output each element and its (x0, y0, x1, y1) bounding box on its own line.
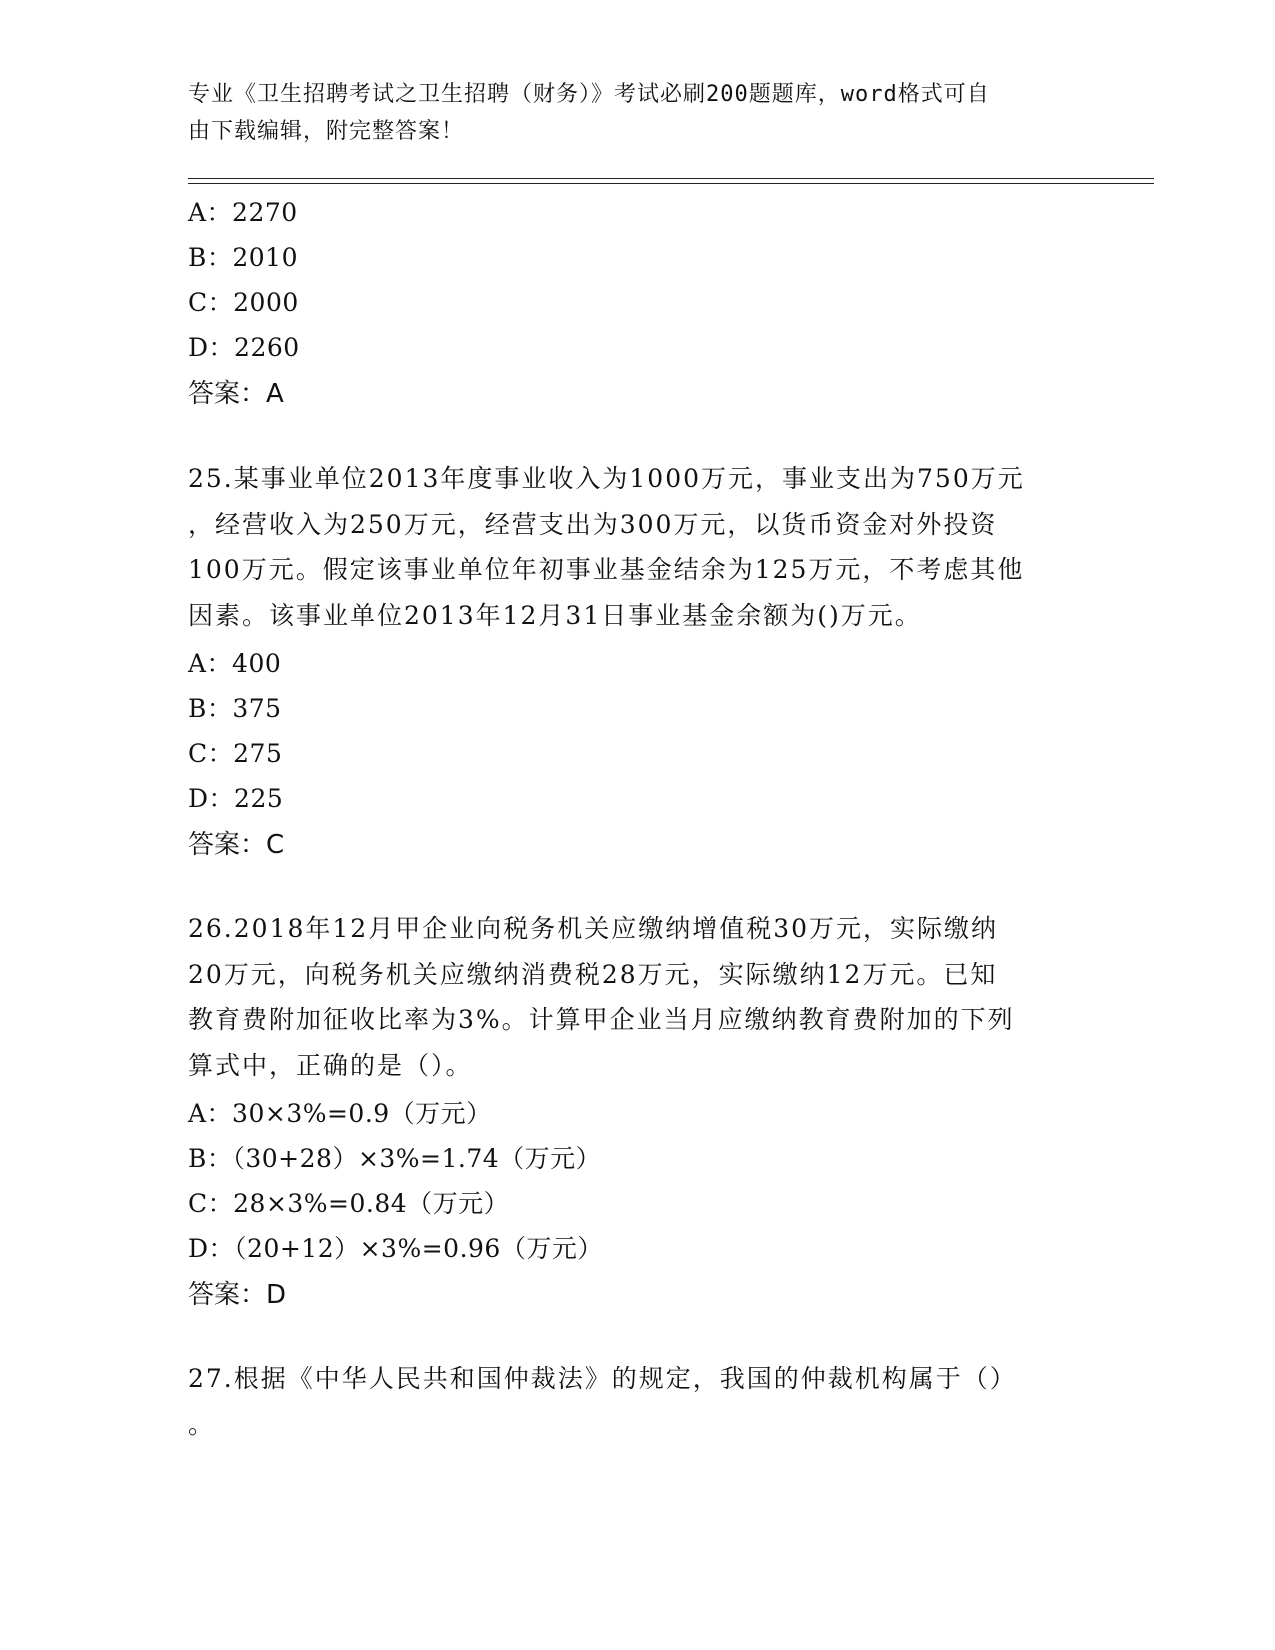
question-25-option-d: D：225 (188, 784, 284, 813)
header-line-1: 专业《卫生招聘考试之卫生招聘（财务）》考试必刷200题题库，word格式可自 (188, 82, 990, 107)
question-25-line-3: 100万元。假定该事业单位年初事业基金结余为125万元，不考虑其他 (188, 555, 1025, 584)
question-25-option-b: B：375 (188, 694, 282, 723)
question-26-line-2: 20万元，向税务机关应缴纳消费税28万元，实际缴纳12万元。已知 (188, 959, 998, 989)
question-25-line-2: ，经营收入为250万元，经营支出为300万元，以货币资金对外投资 (188, 509, 998, 539)
header-rule-bottom (188, 183, 1154, 184)
question-25-option-c: C：275 (188, 739, 283, 768)
question-25-answer: 答案：C (188, 830, 285, 860)
question-26-option-b: B：（30+28）×3%=1.74（万元） (188, 1144, 602, 1173)
question-27-line-1: 27.根据《中华人民共和国仲裁法》的规定，我国的仲裁机构属于（） (188, 1364, 1017, 1393)
question-26-line-1: 26.2018年12月甲企业向税务机关应缴纳增值税30万元，实际缴纳 (188, 914, 999, 943)
question-25-text (188, 456, 1088, 638)
document-header (188, 76, 1068, 150)
prev-option-b: B：2010 (188, 243, 298, 272)
question-26-line-3: 教育费附加征收比率为3%。计算甲企业当月应缴纳教育费附加的下列 (188, 1005, 1015, 1034)
prev-option-a: A：2270 (188, 198, 298, 227)
question-27-line-2: 。 (188, 1409, 216, 1439)
prev-answer: 答案：A (188, 379, 284, 409)
question-26-line-4: 算式中，正确的是（）。 (188, 1050, 473, 1080)
header-rule-top (188, 178, 1154, 179)
question-26-answer: 答案：D (188, 1280, 287, 1310)
prev-option-c: C：2000 (188, 288, 299, 317)
prev-option-d: D：2260 (188, 333, 300, 362)
question-26-text (188, 906, 1088, 1088)
question-26-option-d: D：（20+12）×3%=0.96（万元） (188, 1234, 603, 1263)
question-26-option-c: C：28×3%=0.84（万元） (188, 1189, 510, 1218)
question-25-line-1: 25.某事业单位2013年度事业收入为1000万元，事业支出为750万元 (188, 464, 1025, 493)
header-line-2: 由下载编辑，附完整答案！ (188, 119, 465, 144)
question-25-line-4: 因素。该事业单位2013年12月31日事业基金余额为()万元。 (188, 600, 922, 630)
question-27-text (188, 1356, 1088, 1447)
question-26-option-a: A：30×3%=0.9（万元） (188, 1099, 492, 1128)
question-25-option-a: A：400 (188, 649, 282, 678)
